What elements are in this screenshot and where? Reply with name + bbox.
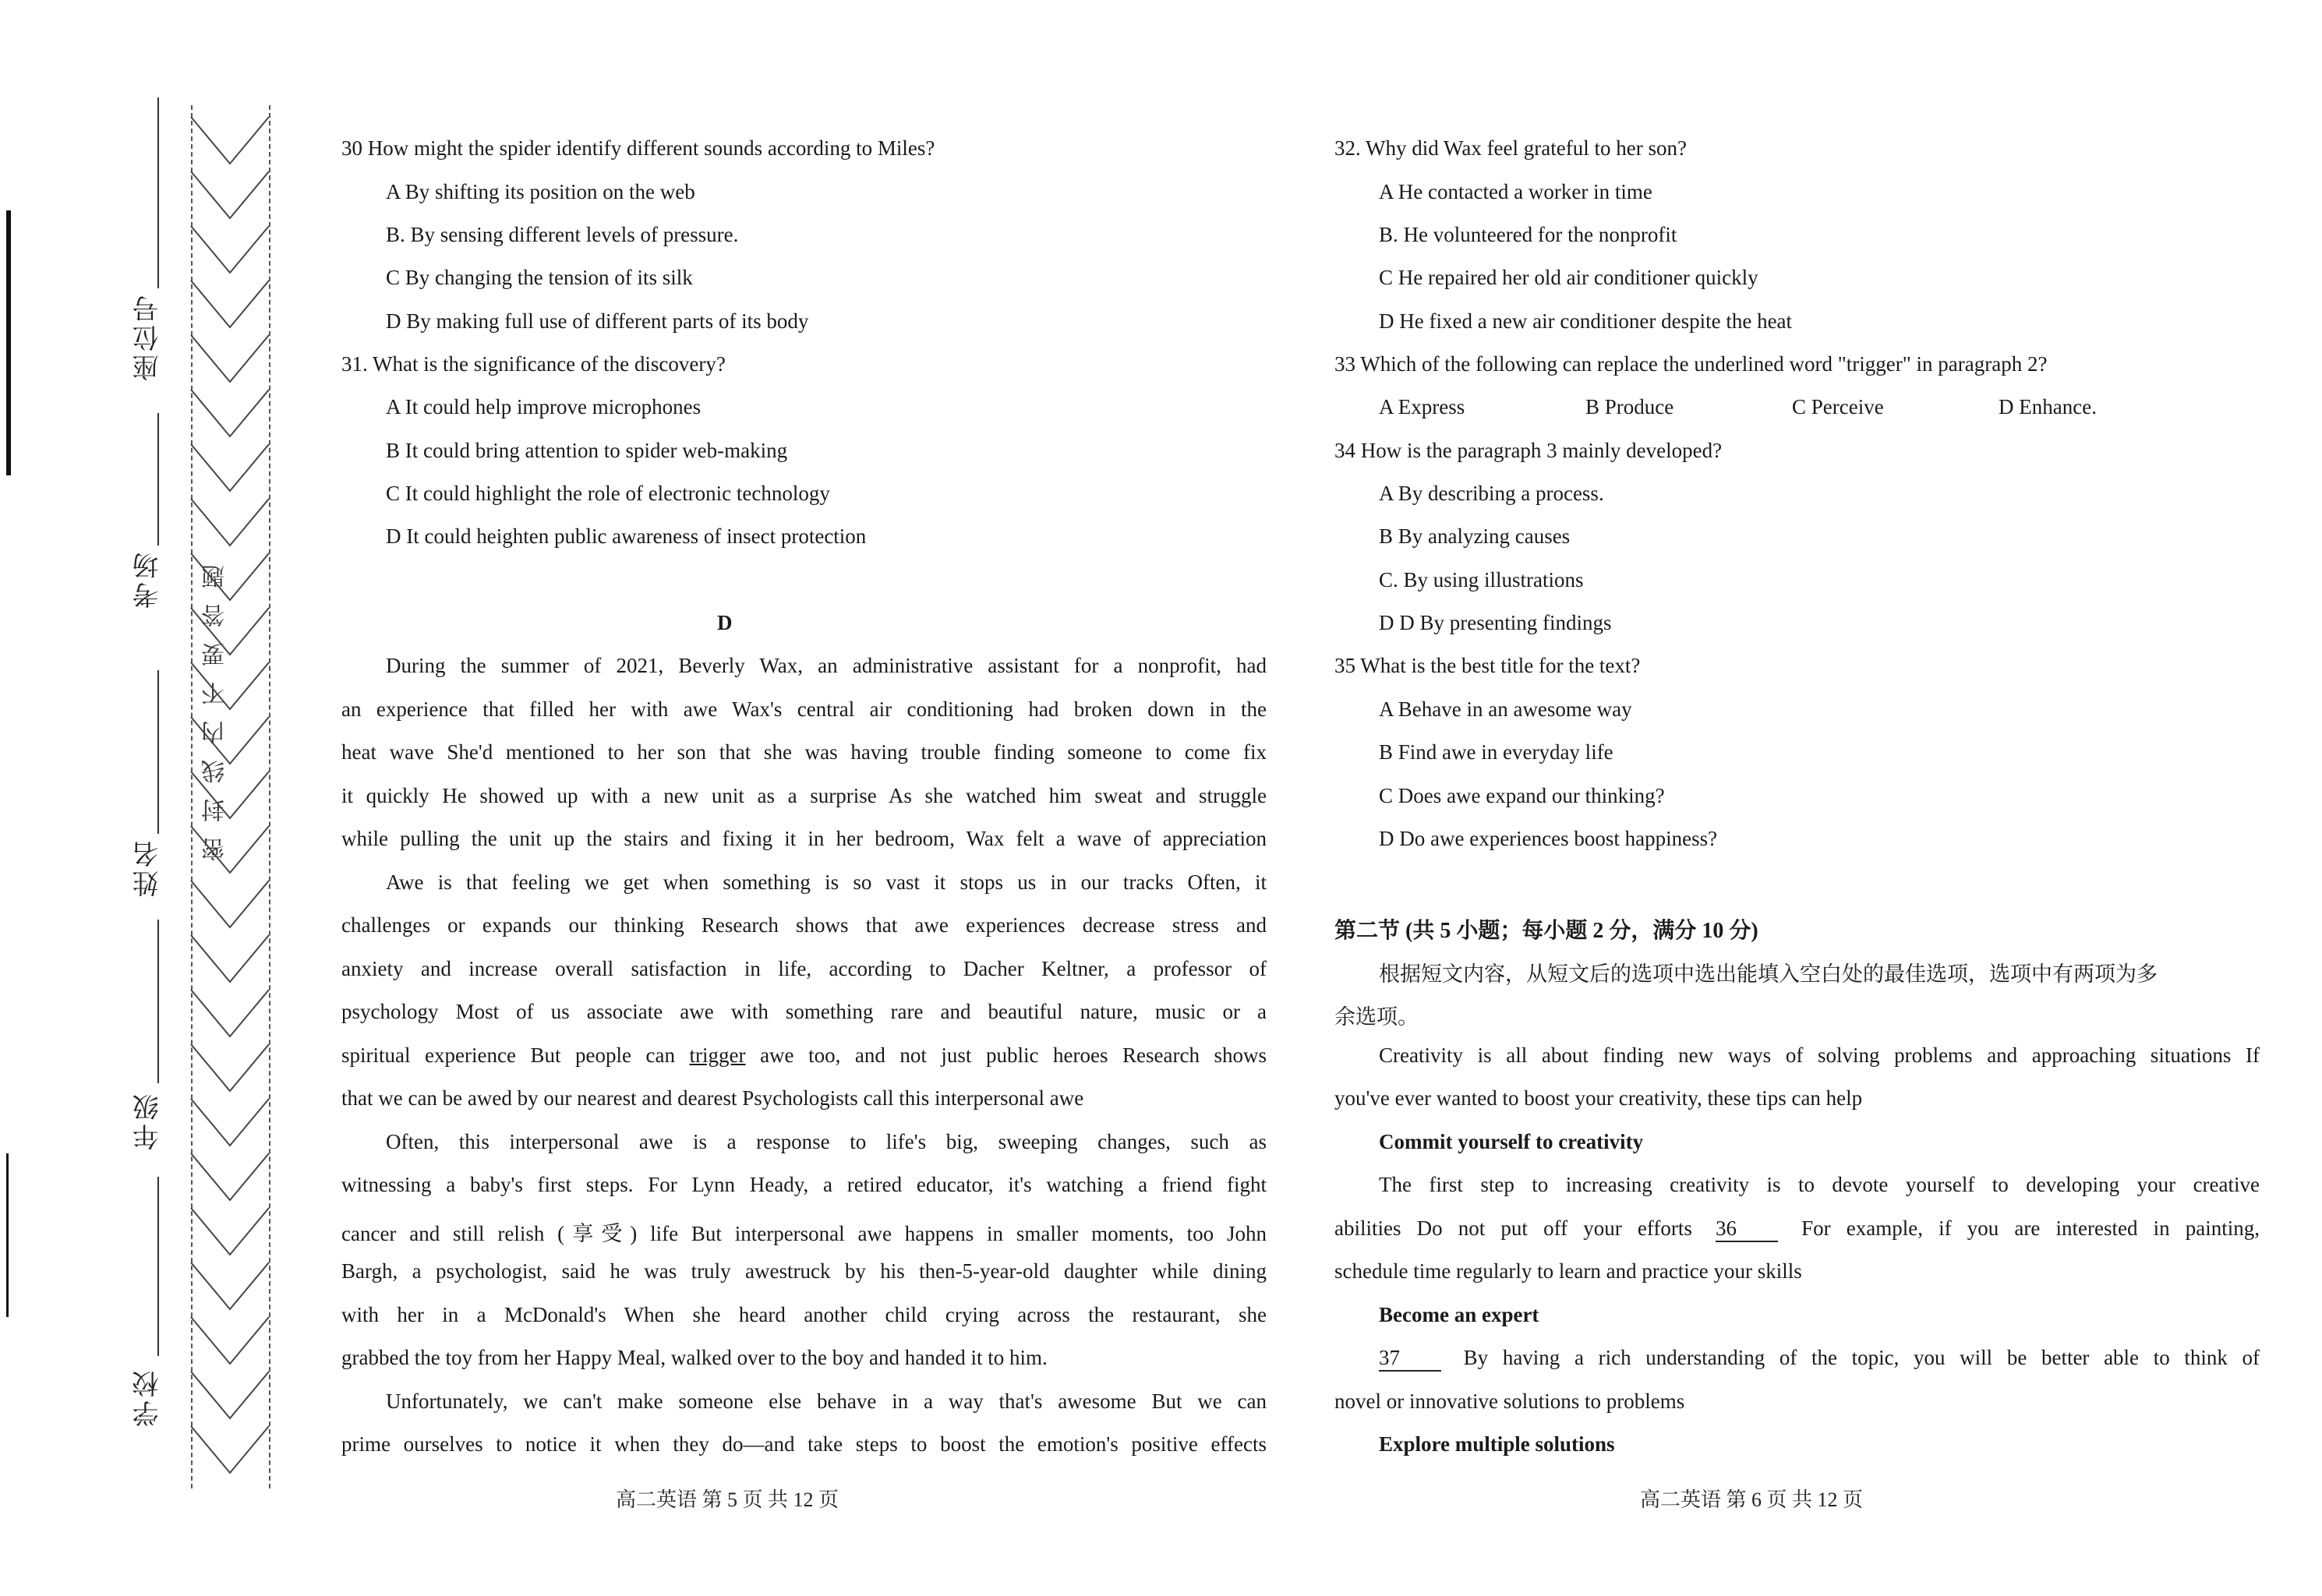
text-line: Bargh, a psychologist, said he was truly awestruck by his then-5-year-old daughter while dining xyxy=(341,1259,1267,1283)
text-line: that we can be awed by our nearest and dearest Psychologists call this interpersonal awe xyxy=(341,1086,1084,1110)
blank-36[interactable]: 36 xyxy=(1716,1216,1778,1242)
seal-chevron-pattern xyxy=(187,101,273,1496)
option-c: C Does awe expand our thinking? xyxy=(1379,784,1665,807)
binding-margin xyxy=(0,0,296,1596)
text-line: spiritual experience But people can trigger awe too, and not just public heroes Research shows xyxy=(341,1043,1267,1067)
question-stem: 31. What is the significance of the discovery? xyxy=(341,352,726,376)
section-2-title: 第二节 (共 5 小题；每小题 2 分，满分 10 分) xyxy=(1334,919,1758,943)
option-d: D Enhance. xyxy=(1999,395,2097,418)
text-line: prime ourselves to notice it when they do—and take steps to boost the emotion's positive effects xyxy=(341,1432,1267,1456)
instruction-line: 根据短文内容，从短文后的选项中选出能填入空白处的最佳选项，选项中有两项为多 xyxy=(1379,962,2158,986)
option-a: A By describing a process. xyxy=(1379,482,1604,505)
text-line: challenges or expands our thinking Research shows that awe experiences decrease stress and xyxy=(341,913,1267,937)
text-line: The first step to increasing creativity is to devote yourself to developing your creative xyxy=(1379,1173,2260,1196)
text-line: anxiety and increase overall satisfaction in life, according to Dacher Keltner, a professor of xyxy=(341,957,1267,980)
text-line: while pulling the unit up the stairs and fixing it in her bedroom, Wax felt a wave of appreciation xyxy=(341,827,1267,850)
question-stem: 32. Why did Wax feel grateful to her son? xyxy=(1334,136,1687,160)
option-d: D By making full use of different parts of its body xyxy=(386,309,809,333)
option-d: D D By presenting findings xyxy=(1379,611,1612,634)
option-b: B. By sensing different levels of pressure. xyxy=(386,223,739,246)
text-line: witnessing a baby's first steps. For Lynn Heady, a retired educator, it's watching a friend fight xyxy=(341,1173,1267,1196)
grade-line xyxy=(157,920,159,1083)
text-line: psychology Most of us associate awe with something rare and beautiful nature, music or a xyxy=(341,1000,1267,1023)
option-c: C It could highlight the role of electronic technology xyxy=(386,482,830,505)
page-footer: 高二英语 第 5 页 共 12 页 xyxy=(616,1488,839,1511)
underlined-word-trigger: trigger xyxy=(689,1043,746,1067)
blank-37[interactable]: 37 xyxy=(1379,1346,1441,1372)
text-line: Awe is that feeling we get when something is so vast it stops us in our tracks Often, it xyxy=(386,870,1267,894)
question-stem: 34 How is the paragraph 3 mainly developed? xyxy=(1334,439,1723,462)
passage-heading: D xyxy=(717,611,733,634)
text-line: Often, this interpersonal awe is a response to life's big, sweeping changes, such as xyxy=(386,1130,1267,1153)
text-line: Unfortunately, we can't make someone else behave in a way that's awesome But we can xyxy=(386,1389,1267,1413)
option-a: A He contacted a worker in time xyxy=(1379,180,1652,203)
seat-number-label: 座位号 xyxy=(134,292,163,381)
option-a: A Behave in an awesome way xyxy=(1379,697,1632,721)
option-c: C He repaired her old air conditioner quickly xyxy=(1379,266,1758,289)
option-b: B. He volunteered for the nonprofit xyxy=(1379,223,1677,246)
subheading: Become an expert xyxy=(1379,1303,1539,1326)
text-line: heat wave She'd mentioned to her son that she was having trouble finding someone to come fix xyxy=(341,740,1267,764)
option-c: C Perceive xyxy=(1792,395,1884,418)
option-b: B Find awe in everyday life xyxy=(1379,740,1613,764)
text-line: Creativity is all about finding new ways of solving problems and approaching situations If xyxy=(1379,1043,2260,1067)
text-line: abilities Do not put off your efforts 36 For example, if you are interested in painting, xyxy=(1334,1216,2260,1242)
option-b: B It could bring attention to spider web-making xyxy=(386,439,788,462)
seat-number-line xyxy=(157,97,159,288)
text-line: cancer and still relish (享受) life But interpersonal awe happens in smaller moments, too John xyxy=(341,1222,1267,1245)
text-line: 37 By having a rich understanding of the topic, you will be better able to think of xyxy=(1379,1346,2260,1372)
question-stem: 35 What is the best title for the text? xyxy=(1334,654,1641,677)
page-footer: 高二英语 第 6 页 共 12 页 xyxy=(1640,1488,1864,1511)
name-line xyxy=(157,670,159,834)
option-c: C By changing the tension of its silk xyxy=(386,266,693,289)
exam-room-label: 考场 xyxy=(134,549,163,609)
seal-notice: 密封线内不要答题 xyxy=(203,549,228,861)
option-a: A By shifting its position on the web xyxy=(386,180,695,203)
school-label: 学校 xyxy=(134,1368,163,1427)
subheading: Commit yourself to creativity xyxy=(1379,1130,1644,1153)
text-line: grabbed the toy from her Happy Meal, walked over to the boy and handed it to him. xyxy=(341,1346,1048,1369)
name-label: 姓名 xyxy=(134,838,163,897)
option-d: D He fixed a new air conditioner despite the heat xyxy=(1379,309,1793,333)
option-c: C. By using illustrations xyxy=(1379,568,1584,591)
text-line: it quickly He showed up with a new unit as a surprise As she watched him sweat and struggle xyxy=(341,784,1267,807)
subheading: Explore multiple solutions xyxy=(1379,1432,1615,1456)
grade-label: 年级 xyxy=(134,1091,163,1150)
option-row xyxy=(1379,395,2097,419)
question-stem: 30 How might the spider identify different sounds according to Miles? xyxy=(341,136,935,160)
question-stem: 33 Which of the following can replace the underlined word "trigger" in paragraph 2? xyxy=(1334,352,2048,376)
option-d: D It could heighten public awareness of insect protection xyxy=(386,524,867,548)
text-line: you've ever wanted to boost your creativity, these tips can help xyxy=(1334,1086,1863,1110)
instruction-line: 余选项。 xyxy=(1334,1005,1419,1029)
text-line: an experience that filled her with awe Wax's central air conditioning had broken down in the xyxy=(341,697,1267,721)
text-line: During the summer of 2021, Beverly Wax, an administrative assistant for a nonprofit, had xyxy=(386,654,1267,677)
option-a: A It could help improve microphones xyxy=(386,395,702,418)
option-d: D Do awe experiences boost happiness? xyxy=(1379,827,1718,850)
text-line: with her in a McDonald's When she heard another child crying across the restaurant, she xyxy=(341,1303,1267,1326)
option-a: A Express xyxy=(1379,395,1465,418)
text-line: novel or innovative solutions to problems xyxy=(1334,1389,1685,1413)
option-b: B By analyzing causes xyxy=(1379,524,1571,548)
exam-room-line xyxy=(157,413,159,546)
school-line xyxy=(157,1177,159,1356)
option-b: B Produce xyxy=(1585,395,1674,418)
text-line: schedule time regularly to learn and practice your skills xyxy=(1334,1259,1802,1283)
